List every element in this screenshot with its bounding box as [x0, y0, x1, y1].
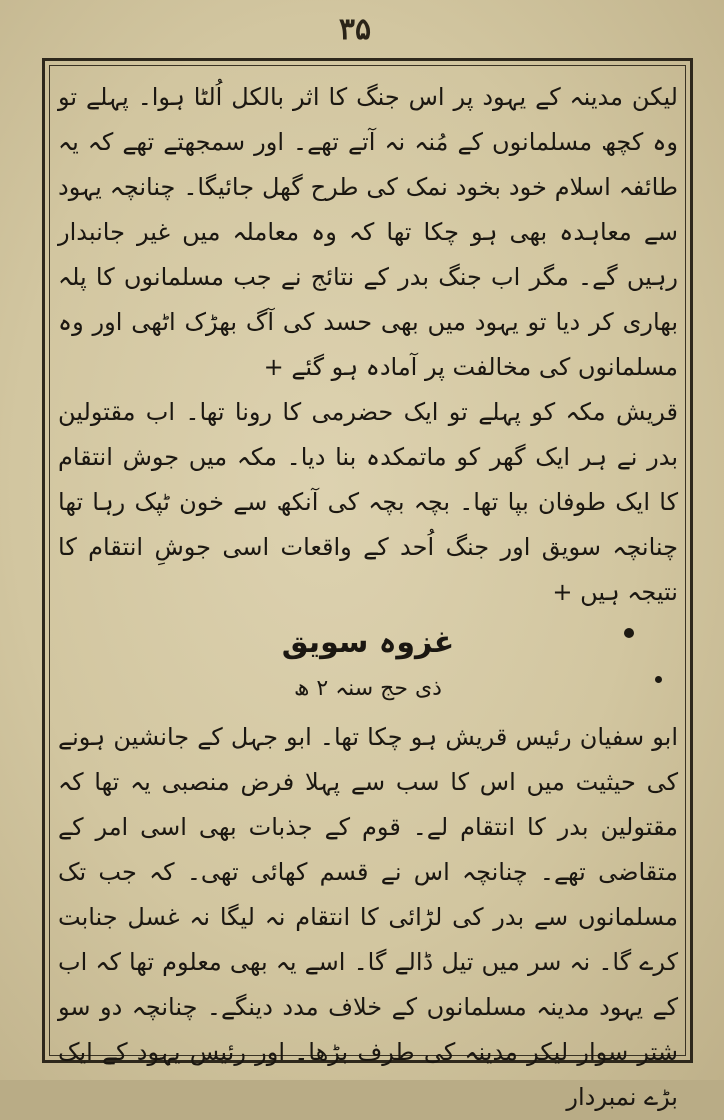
ink-spot — [624, 628, 634, 638]
ink-spot — [655, 676, 662, 683]
section-date: ذی حج سنہ ۲ ھ — [294, 676, 442, 701]
page-number: ۳۵ — [338, 12, 372, 47]
paragraph: قریش مکہ کو پہلے تو ایک حضرمی کا رونا تھا۔ اب مقتولین بدر نے ہر ایک گھر کو ماتمکدہ بنا دیا۔ مکہ میں جوش انتقام کا ایک طوفان بپا تھا۔ بچہ بچہ کی آنکھ سے خون ٹپک رہا تھا چنانچہ سویق اور جنگ اُحد کے واقعات اسی جوشِ انتقام کا نتیجہ ہیں + — [58, 398, 678, 606]
paragraph: ابو سفیان رئیس قریش ہو چکا تھا۔ ابو جہل کے جانشین ہونے کی حیثیت میں اس کا سب سے پہلا فرض منصبی یہ تھا کہ مقتولین بدر کا انتقام لے۔ قوم کے جذبات بھی اسی امر کے متقاضی تھے۔ چنانچہ اس نے قسم کھائی تھی۔ کہ جب تک مسلمانوں سے بدر کی لڑائی کا انتقام نہ لیگا نہ غسل جنابت کرے گا۔ نہ سر میں تیل ڈالے گا۔ اسے یہ بھی معلوم تھا کہ اب کے یہود مدینہ مسلمانوں کے خلاف مدد دینگے۔ چنانچہ دو سو شتر سوار لیکر مدینہ کی طرف بڑھا۔ اور رئیس یہود کے ایک بڑے نمبردار — [58, 723, 678, 1111]
section-heading: غزوہ سویق — [281, 625, 455, 660]
paragraph: لیکن مدینہ کے یہود پر اس جنگ کا اثر بالکل اُلٹا ہوا۔ پہلے تو وہ کچھ مسلمانوں کے مُنہ نہ آتے تھے۔ اور سمجھتے تھے کہ یہ طائفہ اسلام خود بخود نمک کی طرح گھل جائیگا۔ چنانچہ یہود سے معاہدہ بھی ہو چکا تھا کہ وہ معاملہ میں غیر جانبدار رہیں گے۔ مگر اب جنگ بدر کے نتائج نے جب مسلمانوں کا پلہ بھاری کر دیا تو یہود میں بھی حسد کی آگ بھڑک اٹھی اور وہ مسلمانوں کی مخالفت پر آمادہ ہو گئے + — [58, 83, 678, 381]
page-body — [58, 75, 678, 1120]
